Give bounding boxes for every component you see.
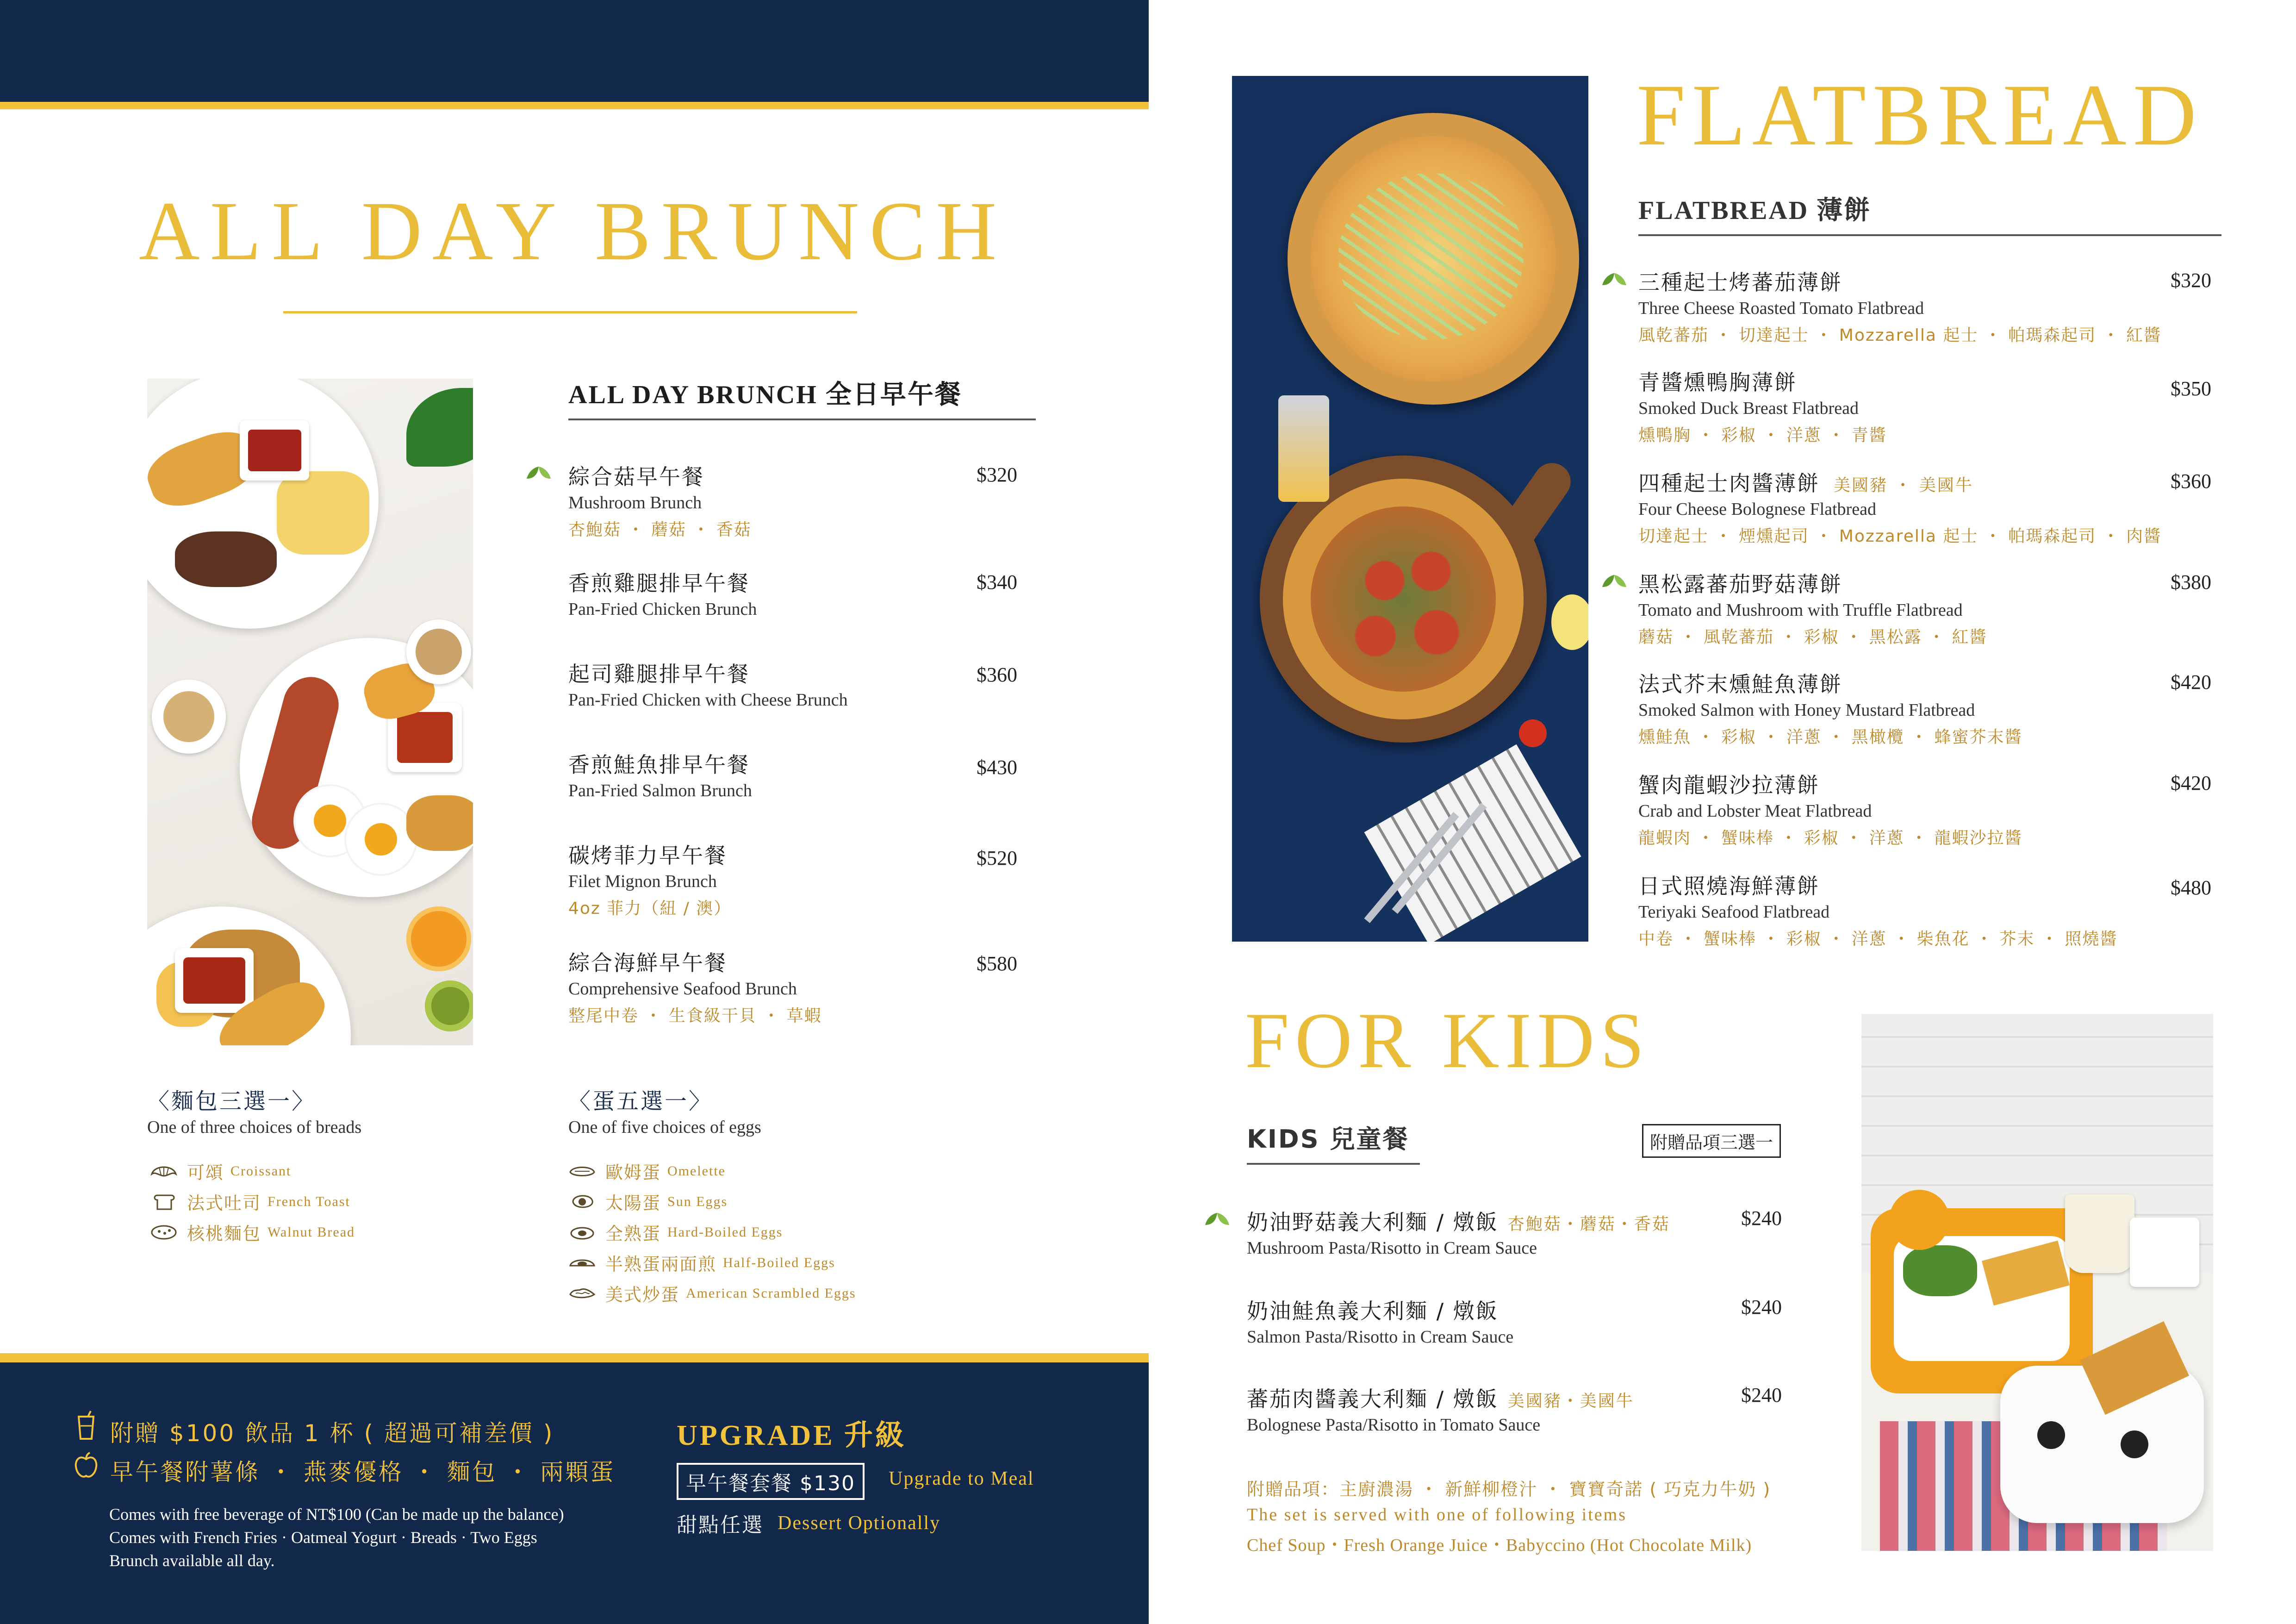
bread-option-en: Croissant: [230, 1163, 292, 1179]
kids-section-rule: [1247, 1163, 1420, 1165]
apple-icon: [73, 1452, 99, 1480]
sun-egg-icon: [568, 1193, 596, 1211]
menu-item-name-text: 蕃茄肉醬義大利麵 / 燉飯: [1247, 1387, 1499, 1412]
vegetarian-leaf-icon: [1600, 271, 1628, 290]
menu-item-english: Comprehensive Seafood Brunch: [568, 979, 797, 999]
egg-choices-title: 〈蛋五選一〉: [568, 1088, 713, 1114]
menu-item-name: 起司雞腿排早午餐: [568, 662, 750, 687]
menu-item-ingredients: 整尾中卷 ・ 生食級干貝 ・ 草蝦: [568, 1006, 822, 1025]
menu-item-meat-origin: 美國豬・美國牛: [1507, 1392, 1634, 1411]
bread-option: [150, 1158, 291, 1184]
menu-item-name: 青醬燻鴨胸薄餅: [1638, 370, 1797, 395]
menu-item-english: Mushroom Pasta/Risotto in Cream Sauce: [1247, 1238, 1537, 1258]
upgrade-english: Upgrade to Meal: [889, 1468, 1034, 1489]
menu-item-price: $360: [2171, 470, 2211, 493]
menu-item: [1638, 366, 2194, 446]
toast-icon: [150, 1193, 178, 1211]
granola: [416, 629, 462, 675]
menu-item-price: $420: [2171, 671, 2211, 693]
menu-item-name: 香煎雞腿排早午餐: [568, 571, 750, 596]
egg-option-zh: 半熟蛋兩面煎: [605, 1254, 717, 1274]
menu-item-name-text: 四種起士肉醬薄餅: [1638, 471, 1820, 496]
brunch-section-heading: ALL DAY BRUNCH 全日早午餐: [568, 381, 962, 409]
menu-item-english: Smoked Salmon with Honey Mustard Flatbread: [1638, 700, 1975, 720]
flatbread-section-heading: FLATBREAD 薄餅: [1638, 196, 1872, 225]
menu-item-name: 香煎鮭魚排早午餐: [568, 752, 750, 777]
bread-option-zh: 核桃麵包: [187, 1224, 261, 1244]
ketchup: [397, 712, 453, 763]
vegetarian-leaf-icon: [1203, 1211, 1231, 1230]
menu-item: [1247, 1206, 1756, 1258]
bread-choices-subtitle: One of three choices of breads: [147, 1118, 362, 1137]
cherry-tomato: [1519, 719, 1547, 747]
menu-item-english: Bolognese Pasta/Risotto in Tomato Sauce: [1247, 1415, 1541, 1435]
kids-photo: [1861, 1014, 2213, 1551]
upgrade-price-box: 早午餐套餐 $130: [677, 1463, 865, 1500]
menu-item-name: 奶油鮭魚義大利麵 / 燉飯: [1247, 1299, 1499, 1324]
egg-option: [568, 1219, 783, 1245]
menu-item-english: Mushroom Brunch: [568, 493, 702, 512]
bread-option: [150, 1189, 350, 1214]
egg-yolk: [314, 805, 346, 837]
bread-choices-title: 〈麵包三選一〉: [147, 1088, 316, 1114]
menu-item-price: $380: [2171, 571, 2211, 593]
perk-drink-text: 附贈 $100 飲品 1 杯 ( 超過可補差價 ): [110, 1420, 554, 1447]
menu-item-price: $320: [977, 463, 1017, 486]
brunch-photo: [147, 379, 473, 1045]
egg-option-zh: 全熟蛋: [605, 1224, 661, 1244]
half-boiled-egg-icon: [568, 1254, 596, 1272]
menu-item-ingredients: 風乾蕃茄 ・ 切達起士 ・ Mozzarella 起士 ・ 帕瑪森起司 ・ 紅醬: [1638, 326, 2162, 345]
egg-choices-subtitle: One of five choices of eggs: [568, 1118, 761, 1137]
steak: [175, 531, 277, 587]
vegetarian-leaf-icon: [1600, 573, 1628, 592]
menu-item-price: $430: [977, 756, 1017, 779]
menu-item-price: $340: [977, 571, 1017, 593]
left-header-stripe: [0, 102, 1149, 109]
menu-item: [1638, 768, 2194, 849]
left-footer-stripe: [0, 1353, 1149, 1362]
bread-option-zh: 法式吐司: [187, 1193, 261, 1213]
menu-item-name: [1638, 467, 2194, 497]
flatbread-section-rule: [1638, 234, 2221, 236]
egg-option-en: American Scrambled Eggs: [686, 1285, 856, 1301]
menu-item-english: Smoked Duck Breast Flatbread: [1638, 399, 1859, 418]
leaf-decoration: [406, 388, 473, 467]
egg-option: [568, 1189, 728, 1214]
egg-option-en: Omelette: [667, 1163, 726, 1179]
menu-item-ingredients: 燻鮭魚 ・ 彩椒 ・ 洋蔥 ・ 黑橄欖 ・ 蜂蜜芥末醬: [1638, 728, 2022, 747]
ketchup: [248, 430, 301, 471]
egg-option: [568, 1158, 726, 1184]
kids-note-en: The set is served with one of following items: [1247, 1505, 1627, 1524]
panda-eye: [2121, 1430, 2148, 1458]
brunch-title: ALL DAY BRUNCH: [139, 185, 1007, 278]
egg-option: [568, 1250, 835, 1275]
ketchup: [183, 957, 245, 1004]
menu-item-name: 日式照燒海鮮薄餅: [1638, 874, 1820, 899]
menu-item: [1247, 1382, 1756, 1435]
menu-item-ingredients: 杏鮑菇・蘑菇・香菇: [1507, 1215, 1670, 1234]
egg-choices: [568, 1083, 761, 1137]
kiwi: [425, 981, 473, 1031]
vegetarian-leaf-icon: [525, 465, 553, 483]
orange: [406, 906, 471, 971]
menu-item: [1638, 568, 2194, 648]
pizza-tomatoes: [1311, 506, 1496, 692]
menu-item-name: 碳烤菲力早午餐: [568, 843, 727, 868]
menu-item-name: 三種起士烤蕃茄薄餅: [1638, 270, 1842, 295]
menu-item: [568, 567, 1031, 619]
nuts: [163, 691, 214, 742]
dessert-english: Dessert Optionally: [778, 1512, 941, 1534]
kids-section-heading: KIDS 兒童餐: [1247, 1124, 1409, 1154]
menu-item-ingredients: 龍蝦肉 ・ 蟹味棒 ・ 彩椒 ・ 洋蔥 ・ 龍蝦沙拉醬: [1638, 829, 2022, 848]
menu-item: [1638, 467, 2194, 547]
menu-item-price: $240: [1741, 1384, 1782, 1406]
drink-cup-icon: [75, 1410, 97, 1441]
menu-item-price: $320: [2171, 269, 2211, 292]
brunch-title-rule: [283, 311, 857, 313]
menu-item-meat-origin: 美國豬 ・ 美國牛: [1834, 476, 1973, 495]
menu-item-name: 綜合菇早午餐: [568, 464, 704, 489]
menu-item: [1638, 266, 2194, 346]
menu-item-name: 蟹肉龍蝦沙拉薄餅: [1638, 773, 1820, 798]
egg-option-zh: 太陽蛋: [605, 1193, 661, 1213]
scrambled-egg-icon: [568, 1284, 596, 1303]
upgrade-title: UPGRADE 升級: [677, 1420, 907, 1451]
spice-jar: [1278, 395, 1329, 502]
menu-item-english: Pan-Fried Chicken with Cheese Brunch: [568, 690, 848, 710]
croissant: [406, 795, 473, 851]
perk-food-text: 早午餐附薯條 ・ 燕麥優格 ・ 麵包 ・ 兩顆蛋: [110, 1459, 616, 1486]
kids-title: FOR KIDS: [1245, 997, 1650, 1085]
bread-choices: [147, 1083, 361, 1137]
left-footer-band: [0, 1362, 1149, 1624]
menu-item: [1638, 668, 2194, 748]
menu-item: [568, 748, 1031, 801]
egg-option-en: Sun Eggs: [667, 1193, 728, 1209]
menu-item-price: $350: [2171, 377, 2211, 400]
menu-item-english: Salmon Pasta/Risotto in Cream Sauce: [1247, 1327, 1514, 1347]
menu-item-ingredients: 杏鮑菇 ・ 蘑菇 ・ 香菇: [568, 520, 752, 539]
menu-item-english: Pan-Fried Chicken Brunch: [568, 600, 757, 619]
kids-note-zh: 附贈品項：主廚濃湯 ・ 新鮮柳橙汁 ・ 寶寶奇諾 ( 巧克力牛奶 ): [1247, 1479, 1771, 1499]
footer-english-notes: [109, 1503, 564, 1572]
menu-item-name: 黑松露蕃茄野菇薄餅: [1638, 572, 1842, 597]
menu-item-ingredients: 蘑菇 ・ 風乾蕃茄 ・ 彩椒 ・ 黑松露 ・ 紅醬: [1638, 628, 1987, 647]
menu-item-english: Crab and Lobster Meat Flatbread: [1638, 801, 1872, 821]
menu-item-english: Tomato and Mushroom with Truffle Flatbread: [1638, 600, 1963, 620]
menu-item-name: [1247, 1382, 1756, 1413]
menu-item-ingredients: 中卷 ・ 蟹味棒 ・ 彩椒 ・ 洋蔥 ・ 柴魚花 ・ 芥末 ・ 照燒醬: [1638, 930, 2118, 949]
menu-item: [1638, 869, 2194, 949]
omelette-icon: [568, 1162, 596, 1181]
hard-boiled-egg-icon: [568, 1223, 596, 1242]
pizza-greens: [1338, 173, 1524, 340]
bread-option-en: French Toast: [268, 1193, 350, 1209]
bread-option-zh: 可頌: [187, 1162, 224, 1183]
menu-item-ingredients: 燻鴨胸 ・ 彩椒 ・ 洋蔥 ・ 青醬: [1638, 426, 1887, 445]
menu-item-english: Three Cheese Roasted Tomato Flatbread: [1638, 299, 1924, 318]
flatbread-title: FLATBREAD: [1636, 67, 2203, 164]
left-header-band: [0, 0, 1149, 102]
egg-option-zh: 歐姆蛋: [605, 1162, 661, 1183]
menu-item-ingredients: 4oz 菲力（紐 / 澳）: [568, 899, 732, 918]
menu-item-name-text: 奶油野菇義大利麵 / 燉飯: [1247, 1210, 1499, 1235]
menu-item-english: Teriyaki Seafood Flatbread: [1638, 902, 1830, 922]
egg-option-en: Half-Boiled Eggs: [723, 1255, 835, 1270]
menu-item: [568, 839, 1031, 919]
brunch-section-rule: [568, 418, 1036, 420]
lemon: [1551, 594, 1588, 650]
menu-item-price: $420: [2171, 772, 2211, 794]
bread-option-en: Walnut Bread: [268, 1224, 355, 1240]
mug: [2130, 1218, 2199, 1287]
menu-item-price: $480: [2171, 876, 2211, 899]
bread-icon: [150, 1223, 178, 1242]
egg-option: [568, 1280, 856, 1306]
menu-item-name: [1247, 1206, 1756, 1236]
menu-item-english: Pan-Fried Salmon Brunch: [568, 781, 752, 800]
menu-item-price: $360: [977, 663, 1017, 686]
glass-cup: [2065, 1194, 2134, 1273]
free-item-badge: 附贈品項三選一: [1642, 1124, 1781, 1158]
egg-option-en: Hard-Boiled Eggs: [667, 1224, 783, 1240]
orange: [1889, 1190, 1949, 1250]
menu-item-name: 法式芥末燻鮭魚薄餅: [1638, 672, 1842, 697]
menu-item: [568, 657, 1031, 710]
footer-note: Comes with free beverage of NT$100 (Can be made up the balance): [109, 1505, 564, 1524]
menu-item-english: Four Cheese Bolognese Flatbread: [1638, 500, 1876, 519]
menu-item-price: $240: [1741, 1296, 1782, 1318]
egg-yolk: [365, 823, 397, 856]
menu-item: [568, 460, 1031, 540]
broccoli: [1903, 1245, 1977, 1296]
dessert-label: 甜點任選: [677, 1513, 764, 1537]
flatbread-photo: [1232, 76, 1588, 942]
menu-item: [568, 946, 1031, 1026]
menu-item-name: 綜合海鮮早午餐: [568, 950, 727, 975]
panda-eye: [2037, 1421, 2065, 1449]
footer-note: Brunch available all day.: [109, 1551, 275, 1570]
menu-item-price: $240: [1741, 1207, 1782, 1230]
menu-item-english: Filet Mignon Brunch: [568, 872, 717, 891]
footer-note: Comes with French Fries · Oatmeal Yogurt · Breads · Two Eggs: [109, 1528, 537, 1547]
egg-option-zh: 美式炒蛋: [605, 1285, 680, 1305]
menu-item-price: $520: [977, 847, 1017, 869]
menu-item-price: $580: [977, 952, 1017, 975]
menu-item: [1247, 1294, 1756, 1347]
menu-item-ingredients: 切達起士 ・ 煙燻起司 ・ Mozzarella 起士 ・ 帕瑪森起司 ・ 肉醬: [1638, 527, 2162, 546]
kids-note-en: Chef Soup・Fresh Orange Juice・Babyccino (Hot Chocolate Milk): [1247, 1536, 1752, 1555]
croissant-icon: [150, 1162, 178, 1181]
scrambled-eggs: [277, 471, 369, 555]
bread-option: [150, 1219, 355, 1245]
